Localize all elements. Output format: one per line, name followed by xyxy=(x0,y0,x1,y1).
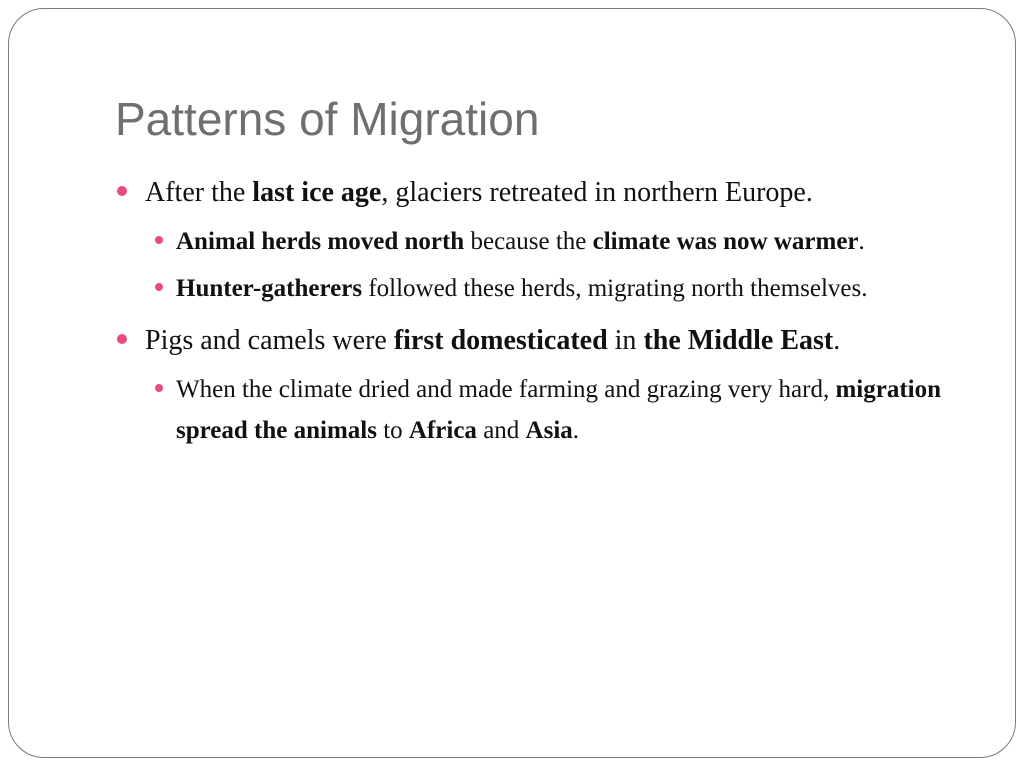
slide-title: Patterns of Migration xyxy=(115,93,540,145)
sub-bullet-item xyxy=(155,221,965,262)
bullet-text: to xyxy=(376,417,409,444)
bullet-emphasis: the Middle East xyxy=(643,325,834,356)
bullet-item xyxy=(115,171,965,215)
bullet-text: because the xyxy=(464,228,593,255)
bullet-dot-icon xyxy=(117,334,127,344)
bullet-text: , glaciers retreated in northern Europe. xyxy=(381,177,813,208)
sub-bullet-item xyxy=(155,268,965,309)
bullet-emphasis: Hunter-gatherers xyxy=(176,275,363,302)
bullet-emphasis: last ice age xyxy=(252,177,382,208)
bullet-dot-icon xyxy=(155,384,163,392)
bullet-emphasis: climate was now warmer xyxy=(592,228,859,255)
bullet-emphasis: first domesticated xyxy=(393,325,608,356)
bullet-text: in xyxy=(607,325,644,356)
bullet-emphasis: Asia xyxy=(525,417,573,444)
bullet-text: After the xyxy=(145,177,253,208)
slide xyxy=(8,8,1016,758)
bullet-dot-icon xyxy=(117,186,127,196)
bullet-text: . xyxy=(833,325,841,356)
bullet-emphasis: Animal herds moved north xyxy=(176,228,465,255)
bullet-list xyxy=(115,171,965,457)
bullet-text: followed these herds, migrating north themselves. xyxy=(362,275,868,302)
bullet-text: Pigs and camels were xyxy=(145,325,394,356)
bullet-text: . xyxy=(572,417,580,444)
bullet-text: When the climate dried and made farming and grazing very hard, xyxy=(176,376,836,403)
bullet-text: and xyxy=(476,417,526,444)
sub-bullet-item xyxy=(155,369,965,451)
bullet-emphasis: Africa xyxy=(408,417,477,444)
bullet-dot-icon xyxy=(155,236,163,244)
bullet-emphasis: migration spread the animals xyxy=(176,376,941,444)
bullet-text: . xyxy=(858,228,865,255)
bullet-dot-icon xyxy=(155,283,163,291)
bullet-item xyxy=(115,319,965,363)
